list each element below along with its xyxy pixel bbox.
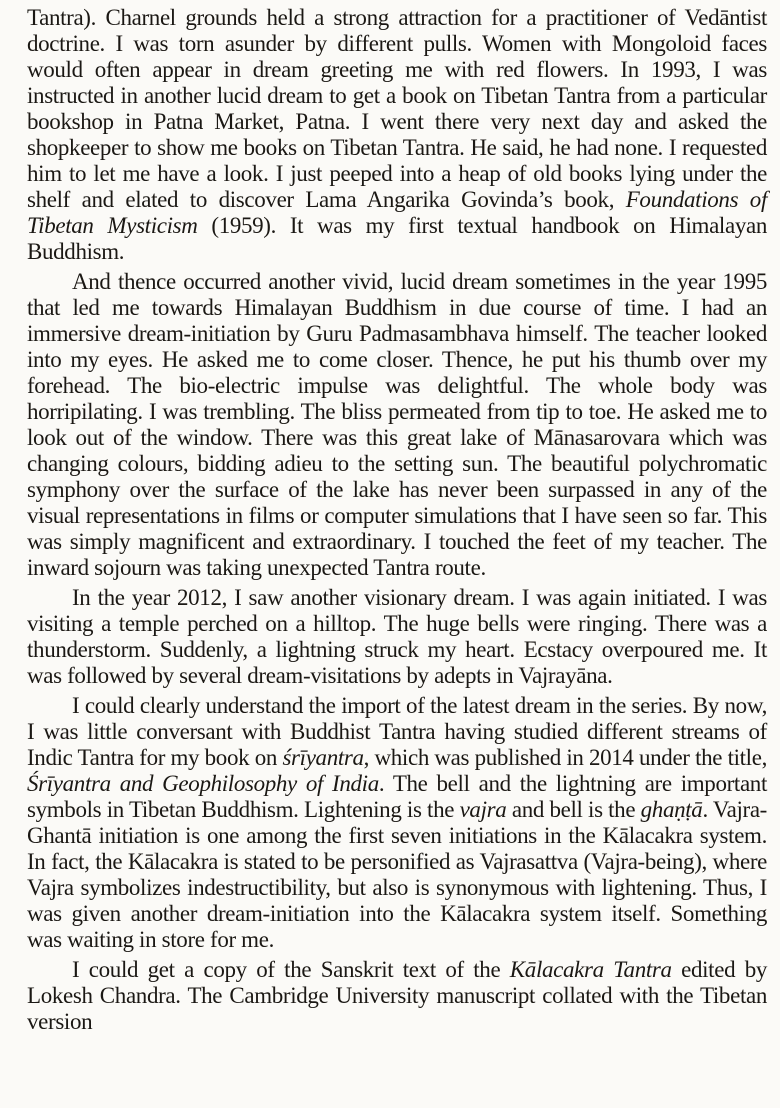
text-run: Tantra). Charnel grounds held a strong attraction for a practitioner of Vedāntist doctrine. I was torn asunder by different pulls. Women with Mongoloid faces would often appear in dream greeting me with red flowers. In 1993, I was instructed in another lucid dream to get a book on Tibetan Tantra from a particular bookshop in Patna Market, Patna. I went there very next day and asked the shopkeeper to show me books on Tibetan Tantra. He said, he had none. I requested him to let me have a look. I just peeped into a heap of old books lying under the shelf and elated to discover Lama Angarika Govinda’s book, [27,5,767,212]
paragraph [27,5,767,265]
paragraph [27,269,767,581]
text-run: . Vajra-Ghantā initiation is one among the first seven initiations in the Kālacakra system. In fact, the Kālacakra is stated to be personified as Vajrasattva (Vajra-being), where Vajra symbolizes indestructibility, but also is synonymous with lightening. Thus, I was given another dream-initiation into the Kālacakra system itself. Something was waiting in store for me. [27,797,767,952]
text-run: (1959). It was my first textual handbook on Himalayan Buddhism. [27,213,767,264]
text-column [27,5,767,1035]
text-run: In the year 2012, I saw another visionary dream. I was again initiated. I was visiting a temple perched on a hilltop. The huge bells were ringing. There was a thunderstorm. Suddenly, a lightning struck my heart. Ecstacy overpoured me. It was followed by several dream-visitations by adepts in Vajrayāna. [27,585,767,688]
text-run: edited by Lokesh Chandra. The Cambridge University manuscript collated with the Tibetan version [27,957,768,1034]
text-run: And thence occurred another vivid, lucid dream sometimes in the year 1995 that led me towards Himalayan Buddhism in due course of time. I had an immersive dream-initiation by Guru Padmasambhava himself. The teacher looked into my eyes. He asked me to come closer. Thence, he put his thumb over my forehead. The bio-electric impulse was delightful. The whole body was horripilating. I was trembling. The bliss permeated from tip to toe. He asked me to look out of the window. There was this great lake of Mānasarovara which was changing colours, bidding adieu to the setting sun. The beautiful polychromatic symphony over the surface of the lake has never been surpassed in any of the visual representations in films or computer simulations that I have seen so far. This was simply magnificent and extraordinary. I touched the feet of my teacher. The inward sojourn was taking unexpected Tantra route. [27,269,767,580]
italic-run: Śrīyantra and Geophilosophy of India [27,771,379,796]
italic-run: vajra [459,797,507,822]
text-run: , which was published in 2014 under the title, [363,745,767,770]
paragraph [27,585,767,689]
paragraph [27,693,767,953]
text-run: I could get a copy of the Sanskrit text of the [72,957,510,982]
italic-run: Foundations of Tibetan Mysticism [27,187,767,238]
paragraph [27,957,767,1035]
italic-run: Kālacakra Tantra [509,957,672,982]
italic-run: ghaṇṭā [640,797,703,822]
italic-run: śrīyantra [282,745,364,770]
text-run: . The bell and the lightning are important symbols in Tibetan Buddhism. Lightening is the [27,771,767,822]
text-run: and bell is the [506,797,641,822]
text-run: I could clearly understand the import of the latest dream in the series. By now, I was little conversant with Buddhist Tantra having studied different streams of Indic Tantra for my book on [27,693,767,770]
